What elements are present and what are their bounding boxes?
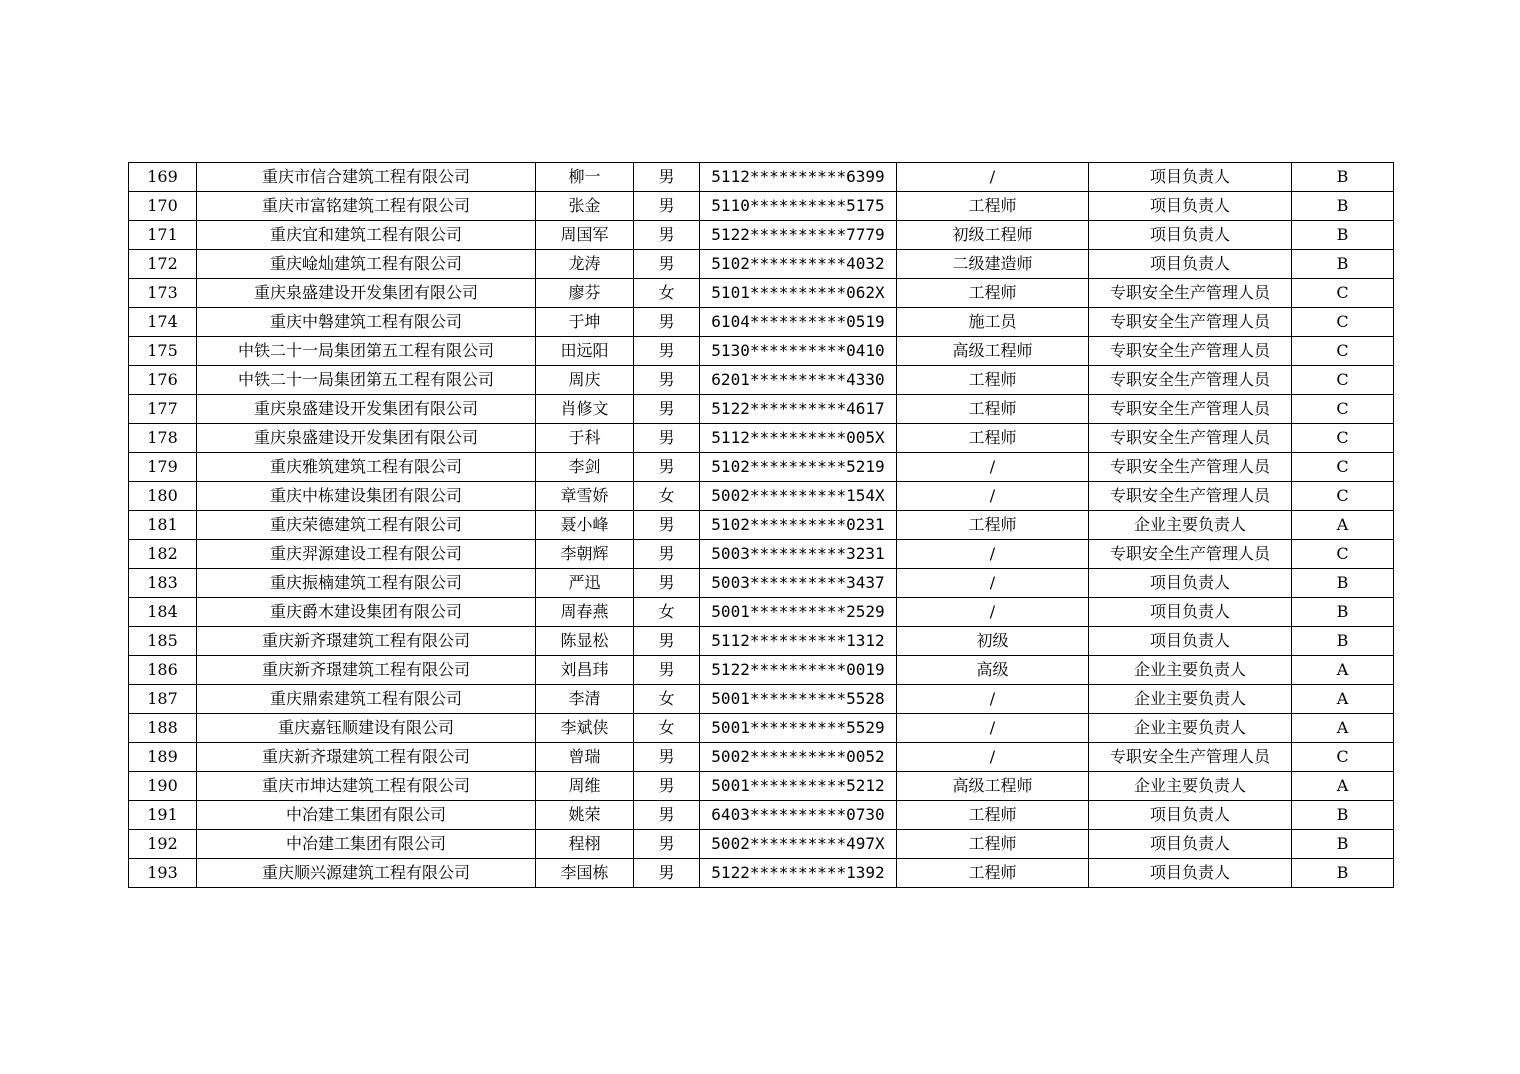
table-row — [129, 743, 1394, 772]
person-name-cell: 聂小峰 — [536, 511, 634, 540]
certificate-grade-cell: B — [1292, 221, 1394, 250]
table-row — [129, 801, 1394, 830]
id-card-cell: 5112**********005X — [700, 424, 897, 453]
gender-cell: 男 — [634, 395, 700, 424]
company-cell: 重庆新齐璟建筑工程有限公司 — [197, 627, 536, 656]
gender-cell: 男 — [634, 250, 700, 279]
position-cell: 专职安全生产管理人员 — [1089, 540, 1292, 569]
professional-title-cell: / — [897, 598, 1089, 627]
position-cell: 企业主要负责人 — [1089, 511, 1292, 540]
position-cell: 专职安全生产管理人员 — [1089, 743, 1292, 772]
certificate-grade-cell: B — [1292, 801, 1394, 830]
gender-cell: 男 — [634, 337, 700, 366]
person-name-cell: 李斌侠 — [536, 714, 634, 743]
certificate-grade-cell: C — [1292, 308, 1394, 337]
table-row — [129, 279, 1394, 308]
company-cell: 中冶建工集团有限公司 — [197, 801, 536, 830]
table-row — [129, 540, 1394, 569]
table-row — [129, 221, 1394, 250]
id-card-cell: 5130**********0410 — [700, 337, 897, 366]
position-cell: 企业主要负责人 — [1089, 714, 1292, 743]
person-name-cell: 严迅 — [536, 569, 634, 598]
serial-number-cell: 169 — [129, 163, 197, 192]
company-cell: 中铁二十一局集团第五工程有限公司 — [197, 337, 536, 366]
id-card-cell: 5003**********3437 — [700, 569, 897, 598]
company-cell: 重庆新齐璟建筑工程有限公司 — [197, 743, 536, 772]
professional-title-cell: / — [897, 163, 1089, 192]
position-cell: 专职安全生产管理人员 — [1089, 424, 1292, 453]
table-row — [129, 830, 1394, 859]
position-cell: 项目负责人 — [1089, 830, 1292, 859]
company-cell: 重庆振楠建筑工程有限公司 — [197, 569, 536, 598]
id-card-cell: 5112**********6399 — [700, 163, 897, 192]
professional-title-cell: 工程师 — [897, 511, 1089, 540]
professional-title-cell: / — [897, 685, 1089, 714]
gender-cell: 男 — [634, 163, 700, 192]
professional-title-cell: 工程师 — [897, 395, 1089, 424]
certificate-grade-cell: C — [1292, 337, 1394, 366]
person-name-cell: 张金 — [536, 192, 634, 221]
id-card-cell: 5101**********062X — [700, 279, 897, 308]
table-row — [129, 482, 1394, 511]
certificate-grade-cell: B — [1292, 192, 1394, 221]
id-card-cell: 6403**********0730 — [700, 801, 897, 830]
position-cell: 项目负责人 — [1089, 569, 1292, 598]
gender-cell: 男 — [634, 511, 700, 540]
person-name-cell: 李国栋 — [536, 859, 634, 888]
gender-cell: 男 — [634, 627, 700, 656]
table-row — [129, 163, 1394, 192]
gender-cell: 男 — [634, 772, 700, 801]
gender-cell: 男 — [634, 656, 700, 685]
person-name-cell: 柳一 — [536, 163, 634, 192]
table-row — [129, 859, 1394, 888]
certificate-grade-cell: B — [1292, 250, 1394, 279]
certificate-grade-cell: C — [1292, 743, 1394, 772]
id-card-cell: 5003**********3231 — [700, 540, 897, 569]
gender-cell: 女 — [634, 598, 700, 627]
person-name-cell: 章雪娇 — [536, 482, 634, 511]
position-cell: 专职安全生产管理人员 — [1089, 366, 1292, 395]
certificate-grade-cell: C — [1292, 482, 1394, 511]
gender-cell: 男 — [634, 308, 700, 337]
id-card-cell: 5122**********1392 — [700, 859, 897, 888]
company-cell: 重庆爵木建设集团有限公司 — [197, 598, 536, 627]
certificate-grade-cell: C — [1292, 279, 1394, 308]
professional-title-cell: 工程师 — [897, 366, 1089, 395]
person-name-cell: 周庆 — [536, 366, 634, 395]
person-name-cell: 姚荣 — [536, 801, 634, 830]
position-cell: 项目负责人 — [1089, 192, 1292, 221]
gender-cell: 女 — [634, 685, 700, 714]
id-card-cell: 5002**********497X — [700, 830, 897, 859]
position-cell: 项目负责人 — [1089, 801, 1292, 830]
serial-number-cell: 183 — [129, 569, 197, 598]
position-cell: 企业主要负责人 — [1089, 685, 1292, 714]
id-card-cell: 5122**********0019 — [700, 656, 897, 685]
certificate-grade-cell: C — [1292, 540, 1394, 569]
person-name-cell: 李剑 — [536, 453, 634, 482]
gender-cell: 男 — [634, 540, 700, 569]
table-row — [129, 598, 1394, 627]
id-card-cell: 6104**********0519 — [700, 308, 897, 337]
serial-number-cell: 189 — [129, 743, 197, 772]
professional-title-cell: / — [897, 743, 1089, 772]
table-row — [129, 337, 1394, 366]
serial-number-cell: 181 — [129, 511, 197, 540]
serial-number-cell: 178 — [129, 424, 197, 453]
company-cell: 重庆泉盛建设开发集团有限公司 — [197, 395, 536, 424]
company-cell: 重庆崯灿建筑工程有限公司 — [197, 250, 536, 279]
table-row — [129, 424, 1394, 453]
table-row — [129, 366, 1394, 395]
serial-number-cell: 182 — [129, 540, 197, 569]
professional-title-cell: 高级工程师 — [897, 772, 1089, 801]
professional-title-cell: 高级 — [897, 656, 1089, 685]
serial-number-cell: 173 — [129, 279, 197, 308]
gender-cell: 男 — [634, 453, 700, 482]
id-card-cell: 5002**********154X — [700, 482, 897, 511]
certificate-grade-cell: C — [1292, 366, 1394, 395]
personnel-table — [128, 162, 1394, 888]
serial-number-cell: 174 — [129, 308, 197, 337]
serial-number-cell: 190 — [129, 772, 197, 801]
professional-title-cell: 高级工程师 — [897, 337, 1089, 366]
professional-title-cell: 工程师 — [897, 192, 1089, 221]
professional-title-cell: 工程师 — [897, 424, 1089, 453]
professional-title-cell: / — [897, 540, 1089, 569]
person-name-cell: 肖修文 — [536, 395, 634, 424]
id-card-cell: 5002**********0052 — [700, 743, 897, 772]
person-name-cell: 刘昌玮 — [536, 656, 634, 685]
position-cell: 项目负责人 — [1089, 859, 1292, 888]
company-cell: 重庆中磐建筑工程有限公司 — [197, 308, 536, 337]
company-cell: 中铁二十一局集团第五工程有限公司 — [197, 366, 536, 395]
id-card-cell: 5110**********5175 — [700, 192, 897, 221]
gender-cell: 女 — [634, 714, 700, 743]
certificate-grade-cell: A — [1292, 511, 1394, 540]
gender-cell: 男 — [634, 743, 700, 772]
position-cell: 项目负责人 — [1089, 163, 1292, 192]
id-card-cell: 5112**********1312 — [700, 627, 897, 656]
company-cell: 重庆泉盛建设开发集团有限公司 — [197, 279, 536, 308]
gender-cell: 男 — [634, 830, 700, 859]
position-cell: 项目负责人 — [1089, 627, 1292, 656]
company-cell: 重庆鼎索建筑工程有限公司 — [197, 685, 536, 714]
serial-number-cell: 188 — [129, 714, 197, 743]
company-cell: 重庆雅筑建筑工程有限公司 — [197, 453, 536, 482]
person-name-cell: 李清 — [536, 685, 634, 714]
table-row — [129, 308, 1394, 337]
gender-cell: 男 — [634, 366, 700, 395]
gender-cell: 男 — [634, 424, 700, 453]
gender-cell: 男 — [634, 569, 700, 598]
serial-number-cell: 177 — [129, 395, 197, 424]
person-name-cell: 周国军 — [536, 221, 634, 250]
serial-number-cell: 184 — [129, 598, 197, 627]
professional-title-cell: / — [897, 453, 1089, 482]
id-card-cell: 5102**********4032 — [700, 250, 897, 279]
gender-cell: 男 — [634, 192, 700, 221]
id-card-cell: 5001**********5529 — [700, 714, 897, 743]
table-row — [129, 569, 1394, 598]
professional-title-cell: / — [897, 482, 1089, 511]
company-cell: 重庆嘉钰顺建设有限公司 — [197, 714, 536, 743]
company-cell: 重庆宜和建筑工程有限公司 — [197, 221, 536, 250]
person-name-cell: 廖芬 — [536, 279, 634, 308]
table-row — [129, 714, 1394, 743]
person-name-cell: 龙涛 — [536, 250, 634, 279]
serial-number-cell: 187 — [129, 685, 197, 714]
id-card-cell: 5122**********7779 — [700, 221, 897, 250]
id-card-cell: 5001**********2529 — [700, 598, 897, 627]
serial-number-cell: 180 — [129, 482, 197, 511]
serial-number-cell: 171 — [129, 221, 197, 250]
certificate-grade-cell: C — [1292, 395, 1394, 424]
certificate-grade-cell: C — [1292, 424, 1394, 453]
id-card-cell: 5001**********5212 — [700, 772, 897, 801]
company-cell: 中冶建工集团有限公司 — [197, 830, 536, 859]
company-cell: 重庆羿源建设工程有限公司 — [197, 540, 536, 569]
serial-number-cell: 170 — [129, 192, 197, 221]
gender-cell: 男 — [634, 221, 700, 250]
certificate-grade-cell: A — [1292, 656, 1394, 685]
professional-title-cell: / — [897, 714, 1089, 743]
professional-title-cell: / — [897, 569, 1089, 598]
certificate-grade-cell: A — [1292, 685, 1394, 714]
gender-cell: 男 — [634, 801, 700, 830]
person-name-cell: 田远阳 — [536, 337, 634, 366]
person-name-cell: 陈显松 — [536, 627, 634, 656]
id-card-cell: 5122**********4617 — [700, 395, 897, 424]
certificate-grade-cell: A — [1292, 714, 1394, 743]
position-cell: 专职安全生产管理人员 — [1089, 337, 1292, 366]
table-body — [129, 163, 1394, 888]
company-cell: 重庆新齐璟建筑工程有限公司 — [197, 656, 536, 685]
professional-title-cell: 施工员 — [897, 308, 1089, 337]
person-name-cell: 于科 — [536, 424, 634, 453]
company-cell: 重庆荣德建筑工程有限公司 — [197, 511, 536, 540]
certificate-grade-cell: A — [1292, 772, 1394, 801]
id-card-cell: 5001**********5528 — [700, 685, 897, 714]
serial-number-cell: 186 — [129, 656, 197, 685]
certificate-grade-cell: B — [1292, 859, 1394, 888]
table-row — [129, 453, 1394, 482]
company-cell: 重庆顺兴源建筑工程有限公司 — [197, 859, 536, 888]
serial-number-cell: 185 — [129, 627, 197, 656]
position-cell: 企业主要负责人 — [1089, 772, 1292, 801]
professional-title-cell: 初级 — [897, 627, 1089, 656]
professional-title-cell: 工程师 — [897, 859, 1089, 888]
person-name-cell: 于坤 — [536, 308, 634, 337]
serial-number-cell: 179 — [129, 453, 197, 482]
certificate-grade-cell: B — [1292, 830, 1394, 859]
person-name-cell: 周春燕 — [536, 598, 634, 627]
gender-cell: 女 — [634, 482, 700, 511]
table-row — [129, 656, 1394, 685]
company-cell: 重庆市坤达建筑工程有限公司 — [197, 772, 536, 801]
professional-title-cell: 二级建造师 — [897, 250, 1089, 279]
company-cell: 重庆泉盛建设开发集团有限公司 — [197, 424, 536, 453]
person-name-cell: 程栩 — [536, 830, 634, 859]
professional-title-cell: 工程师 — [897, 801, 1089, 830]
table-row — [129, 395, 1394, 424]
gender-cell: 女 — [634, 279, 700, 308]
company-cell: 重庆中栋建设集团有限公司 — [197, 482, 536, 511]
certificate-grade-cell: B — [1292, 627, 1394, 656]
position-cell: 项目负责人 — [1089, 598, 1292, 627]
certificate-grade-cell: B — [1292, 569, 1394, 598]
table-row — [129, 192, 1394, 221]
position-cell: 项目负责人 — [1089, 250, 1292, 279]
person-name-cell: 周维 — [536, 772, 634, 801]
table-row — [129, 627, 1394, 656]
position-cell: 专职安全生产管理人员 — [1089, 453, 1292, 482]
gender-cell: 男 — [634, 859, 700, 888]
person-name-cell: 曾瑞 — [536, 743, 634, 772]
position-cell: 项目负责人 — [1089, 221, 1292, 250]
id-card-cell: 6201**********4330 — [700, 366, 897, 395]
professional-title-cell: 初级工程师 — [897, 221, 1089, 250]
serial-number-cell: 191 — [129, 801, 197, 830]
table-row — [129, 511, 1394, 540]
professional-title-cell: 工程师 — [897, 279, 1089, 308]
serial-number-cell: 175 — [129, 337, 197, 366]
company-cell: 重庆市信合建筑工程有限公司 — [197, 163, 536, 192]
certificate-grade-cell: C — [1292, 453, 1394, 482]
serial-number-cell: 192 — [129, 830, 197, 859]
position-cell: 专职安全生产管理人员 — [1089, 308, 1292, 337]
position-cell: 专职安全生产管理人员 — [1089, 395, 1292, 424]
professional-title-cell: 工程师 — [897, 830, 1089, 859]
position-cell: 企业主要负责人 — [1089, 656, 1292, 685]
id-card-cell: 5102**********5219 — [700, 453, 897, 482]
table-row — [129, 685, 1394, 714]
id-card-cell: 5102**********0231 — [700, 511, 897, 540]
position-cell: 专职安全生产管理人员 — [1089, 279, 1292, 308]
person-name-cell: 李朝辉 — [536, 540, 634, 569]
table-row — [129, 250, 1394, 279]
company-cell: 重庆市富铭建筑工程有限公司 — [197, 192, 536, 221]
certificate-grade-cell: B — [1292, 163, 1394, 192]
position-cell: 专职安全生产管理人员 — [1089, 482, 1292, 511]
certificate-grade-cell: B — [1292, 598, 1394, 627]
serial-number-cell: 176 — [129, 366, 197, 395]
table-row — [129, 772, 1394, 801]
serial-number-cell: 172 — [129, 250, 197, 279]
serial-number-cell: 193 — [129, 859, 197, 888]
